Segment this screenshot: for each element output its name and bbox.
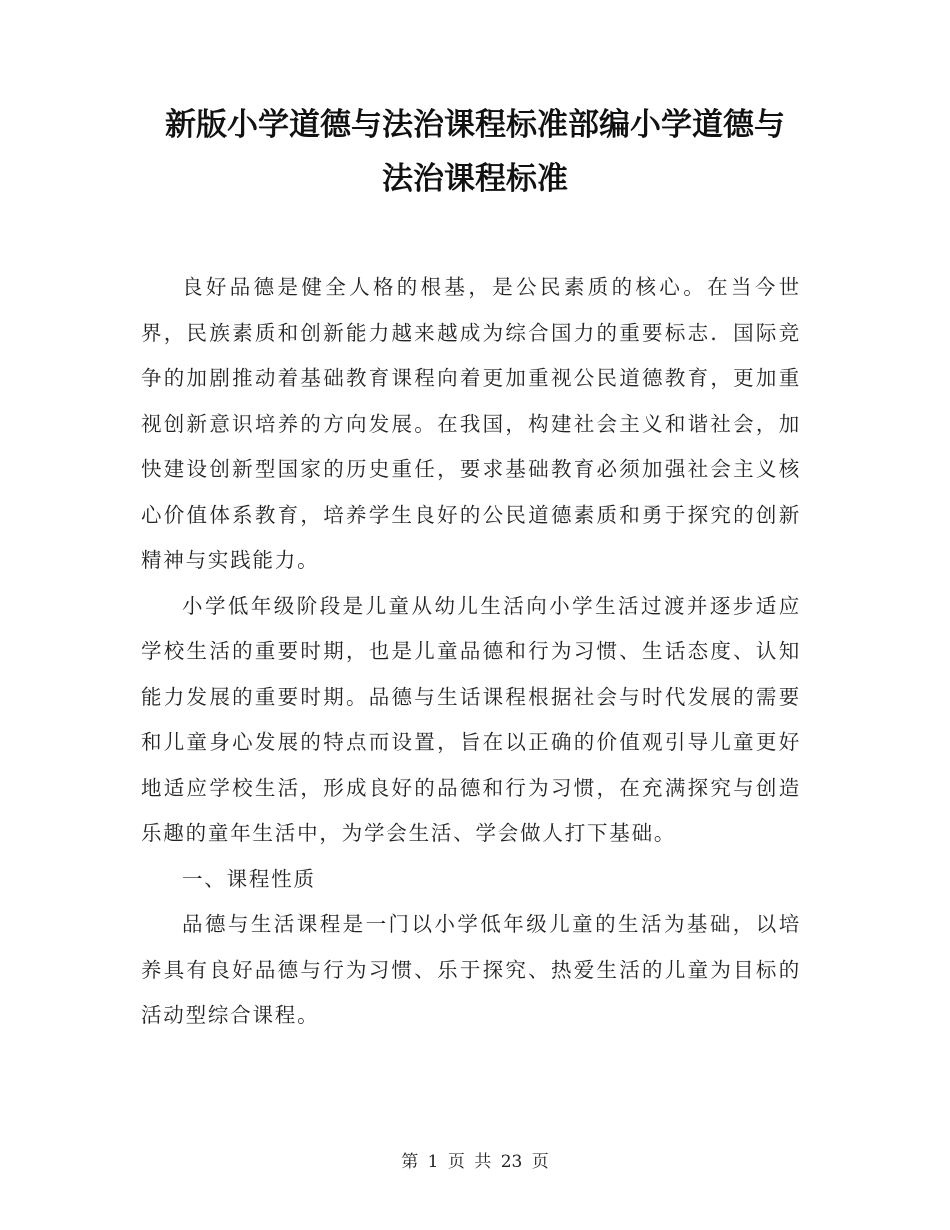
title-line-1: 新版小学道德与法治课程标准部编小学道德与 <box>165 107 785 143</box>
paragraph-intro: 良好品德是健全人格的根基，是公民素质的核心。在当今世界，民族素质和创新能力越来越成为综合国力的重要标志．国际竞争的加剧推动着基础教育课程向着更加重视公民道德教育，更加重视创新意识培养的方向发展。在我国，构建社会主义和谐社会，加快建设创新型国家的历史重任，要求基础教育必须加强社会主义核心价值体系教育，培养学生良好的公民道德素质和勇于探究的创新精神与实践能力。 <box>141 275 801 572</box>
paragraph-course-nature: 品德与生活课程是一门以小学低年级儿童的生活为基础，以培养具有良好品德与行为习惯、乐于探究、热爱生活的儿童为目标的活动型综合课程。 <box>141 912 801 1027</box>
section-heading: 一、课程性质 <box>182 866 316 891</box>
document-body <box>141 265 801 1039</box>
document-title <box>120 98 830 206</box>
paragraph-primary-stage: 小学低年级阶段是儿童从幼儿生活向小学生活过渡并逐步适应学校生活的重要时期，也是儿童品德和行为习惯、生话态度、认知能力发展的重要时期。品德与生话课程根据社会与时代发展的需要和儿童身心发展的特点而设置，旨在以正确的价值观引导儿童更好地适应学校生活，形成良好的品德和行为习惯，在充满探究与创造乐趣的童年生活中，为学会生活、学会做人打下基础。 <box>141 593 801 845</box>
page-footer: 第 1 页 共 23 页 <box>401 1152 549 1172</box>
title-line-2: 法治课程标准 <box>382 161 568 197</box>
